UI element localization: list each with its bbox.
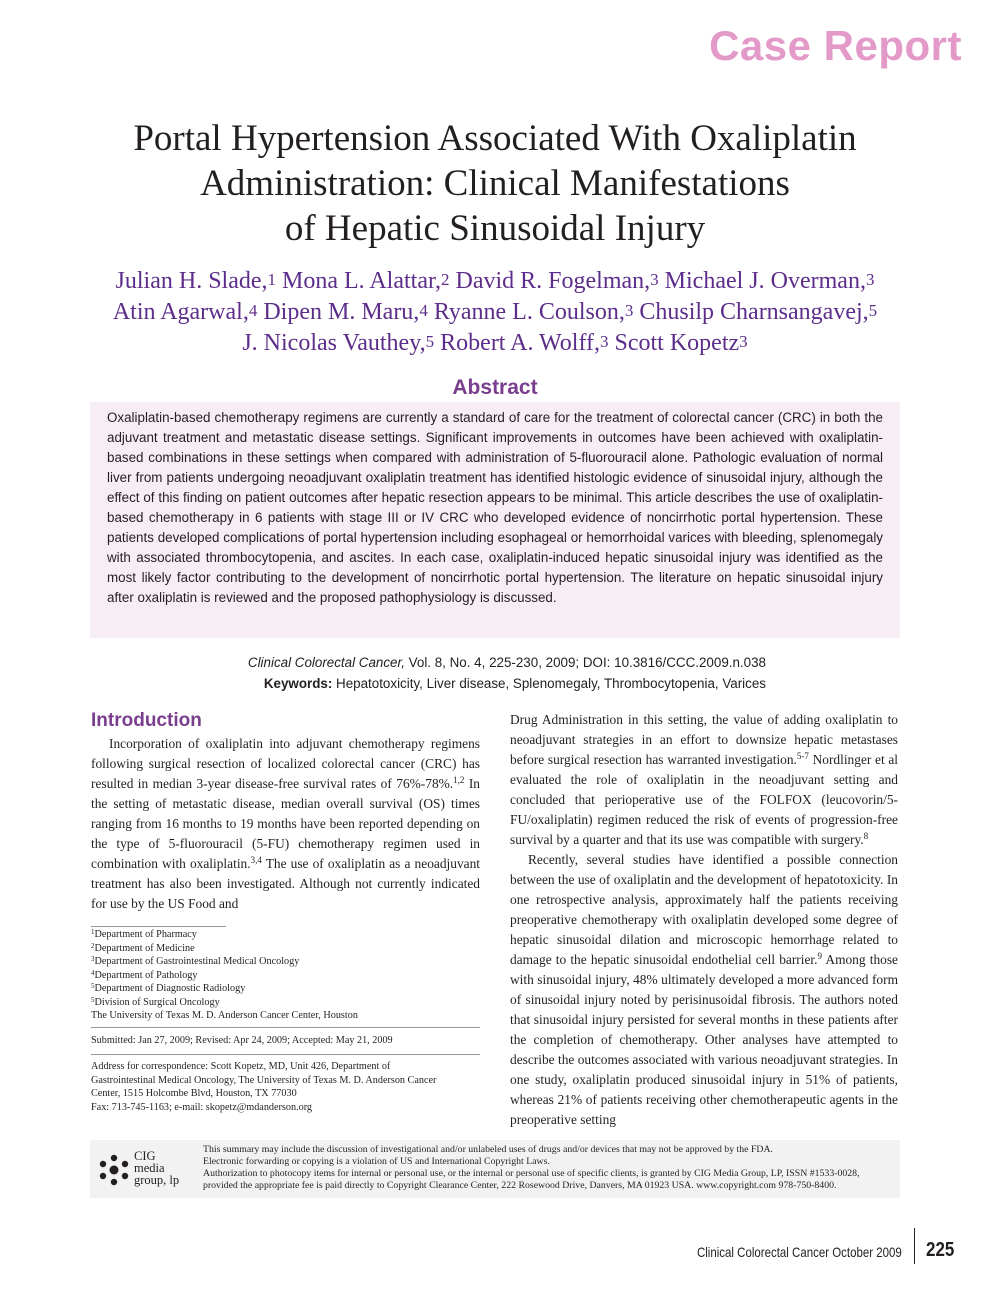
author-affiliation: 3	[650, 270, 659, 289]
affiliations-block	[91, 928, 480, 1023]
correspondence-block	[91, 1060, 480, 1114]
page-number: 225	[926, 1239, 955, 1261]
footer-notice	[203, 1144, 893, 1192]
left-column	[91, 734, 480, 914]
author-name: David R. Fogelman,	[455, 268, 651, 294]
affiliation: $^4$Department of Pathology	[91, 968, 198, 981]
correspondence-line: Center, 1515 Holcombe Blvd, Houston, TX 77030	[91, 1088, 297, 1099]
citation-block	[248, 652, 766, 694]
author-affiliation: 1	[267, 270, 277, 289]
rule-correspondence	[91, 1054, 480, 1055]
author-name: Julian H. Slade,	[115, 268, 268, 294]
abstract-heading: Abstract	[452, 376, 538, 399]
footer-line: This summary may include the discussion of investigational and/or unlabeled uses of drugs and/or devices that may not be approved by the FDA.	[203, 1144, 774, 1155]
page-separator	[914, 1228, 915, 1264]
section-label: Case Report	[709, 22, 962, 69]
keywords-line	[248, 673, 766, 694]
keywords-label: Keywords:	[263, 676, 333, 691]
keywords: Hepatotoxicity, Liver disease, Splenomegaly, Thrombocytopenia, Varices	[332, 676, 766, 691]
title-line: of Hepatic Sinusoidal Injury	[284, 208, 706, 249]
author-name: Robert A. Wolff,	[440, 330, 600, 356]
submission-dates: Submitted: Jan 27, 2009; Revised: Apr 24, 2009; Accepted: May 21, 2009	[91, 1035, 393, 1046]
footer-line: Electronic forwarding or copying is a violation of US and International Copyright Laws.	[203, 1156, 550, 1167]
author-affiliation: 2	[441, 270, 450, 289]
introduction-heading: Introduction	[91, 710, 202, 731]
author-name: Michael J. Overman,	[664, 268, 866, 294]
rule-affiliations	[91, 926, 226, 927]
author-name: Chusilp Charnsangavej,	[639, 299, 869, 325]
abstract-text: Oxaliplatin-based chemotherapy regimens are currently a standard of care for the treatment of colorectal cancer (CRC) in both the adjuvant treatment and metastatic disease settings. Significant improvements in outcomes have been achieved with oxaliplatin-based combinations in these settings when compared with administration of 5-fluorouracil alone. Pathologic evaluation of normal liver from patients undergoing neoadjuvant oxaliplatin treatment has identified histologic evidence of sinusoidal injury, although the effect of this finding on patient outcomes after hepatic resection appears to be minimal. This article describes the use of oxaliplatin-based chemotherapy in 6 patients with stage III or IV CRC who developed evidence of noncirrhotic portal hypertension. These patients developed complications of portal hypertension including esophageal or hemorrhoidal varices with bleeding, splenomegaly with associated thrombocytopenia, and ascites. In each case, oxaliplatin-induced hepatic sinusoidal injury was identified as the most likely factor contributing to the development of noncirrhotic portal hypertension. The literature on hepatic sinusoidal injury after oxaliplatin is reviewed and the proposed pathophysiology is discussed.	[107, 410, 883, 605]
author-name: J. Nicolas Vauthey,	[242, 330, 426, 356]
correspondence-line: Gastrointestinal Medical Oncology, The University of Texas M. D. Anderson Cancer	[91, 1074, 437, 1086]
title-line: Portal Hypertension Associated With Oxaliplatin	[133, 118, 857, 159]
author-name: Dipen M. Maru,	[263, 299, 420, 325]
right-column	[510, 710, 898, 1130]
author-list	[60, 266, 930, 359]
rule-dates	[91, 1027, 480, 1028]
dates-block	[91, 1034, 480, 1048]
footer-line: provided the appropriate fee is paid directly to Copyright Clearance Center, 222 Rosewood Drive, Danvers, MA 01923 USA. www.copyright.com 978-750-8400.	[203, 1180, 837, 1191]
author-name: Scott Kopetz	[614, 330, 740, 356]
journal-name: Clinical Colorectal Cancer,	[247, 655, 405, 670]
running-footer: Clinical Colorectal Cancer October 2009	[697, 1244, 902, 1260]
author-name: Atin Agarwal,	[112, 299, 249, 325]
affiliation: $^2$Department of Medicine	[91, 941, 195, 954]
correspondence-line: Address for correspondence: Scott Kopetz, MD, Unit 426, Department of	[91, 1061, 391, 1072]
author-affiliation: 3	[624, 301, 634, 320]
author-name: Ryanne L. Coulson,	[433, 299, 625, 325]
logo-text: CIG media group, lp	[134, 1149, 180, 1187]
affiliation: $^1$Department of Pharmacy	[91, 928, 197, 940]
author-affiliation: 4	[419, 301, 428, 320]
citation-line	[248, 652, 766, 673]
intro-paragraph-continued: Drug Administration in this setting, the value of adding oxaliplatin to neoadjuvant strategies in an effort to downsize hepatic metastases before surgical resection has warranted investigation.$^{5-7}$ Nordlinger et al evaluated the role of oxaliplatin in the neoadjuvant setting and concluded that perioperative use of the FOLFOX (leucovorin/5-FU/oxaliplatin) regimen reduced the risk of events of progression-free survival by a quarter and that its use was compatible with surgery.$^8$	[510, 712, 899, 847]
intro-paragraph: Incorporation of oxaliplatin into adjuvant chemotherapy regimens following surgical resection of localized colorectal cancer (CRC) has resulted in median 3-year disease-free survival rates of 76%-78%.$^{1,2}$ In the setting of metastatic disease, median overall survival (OS) times ranging from 16 months to 19 months have been reported depending on the type of 5-fluorouracil (5-FU) chemotherapy regimen used in combination with oxaliplatin.$^{3,4}$ The use of oxaliplatin as a neoadjuvant treatment has also been investigated. Although not currently indicated for use by the US Food and	[91, 736, 481, 911]
affiliation: The University of Texas M. D. Anderson Cancer Center, Houston	[91, 1010, 358, 1021]
author-affiliation: 5	[425, 332, 435, 351]
intro-paragraph: Recently, several studies have identified a possible connection between the use of oxaliplatin and the development of hepatotoxicity. In one retrospective analysis, approximately half the patients receiving preoperative chemotherapy with oxaliplatin developed some degree of hepatic sinusoidal dilation and microscopic hemorrhage related to damage to the hepatic sinusoidal endothelial cell barrier.$^9$ Among those with sinusoidal injury, 48% ultimately developed a more advanced form of sinusoidal injury noted by perisinusoidal fibrosis. The authors noted that sinusoidal injury persisted for several months in these patients after the completion of chemotherapy. Other analyses have attempted to describe the outcomes associated with various neoadjuvant strategies. In one study, oxaliplatin produced sinusoidal injury in 51% of patients, whereas 21% of patients receiving other chemotherapeutic agents in the preoperative setting	[510, 852, 898, 1127]
article-title	[60, 116, 930, 251]
affiliation: $^5$Department of Diagnostic Radiology	[91, 982, 246, 994]
author-affiliation: 3	[600, 332, 609, 351]
footer-line: Authorization to photocopy items for internal or personal use, or the internal or personal use of specific clients, is granted by CIG Media Group, LP, ISSN #1533-0028,	[203, 1168, 860, 1179]
author-name: Mona L. Alattar,	[282, 268, 442, 294]
affiliation: $^3$Department of Gastrointestinal Medical Oncology	[91, 955, 300, 967]
author-affiliation: 3	[865, 270, 875, 289]
title-line: Administration: Clinical Manifestations	[200, 163, 790, 204]
author-affiliation: 4	[248, 301, 258, 320]
author-affiliation: 5	[868, 301, 878, 320]
citation-details: Vol. 8, No. 4, 225-230, 2009; DOI: 10.3816/CCC.2009.n.038	[404, 655, 766, 670]
affiliation: $^5$Division of Surgical Oncology	[91, 995, 220, 1008]
author-affiliation: 3	[739, 332, 748, 351]
correspondence-line: Fax: 713-745-1163; e-mail: skopetz@mdanderson.org	[91, 1101, 313, 1113]
